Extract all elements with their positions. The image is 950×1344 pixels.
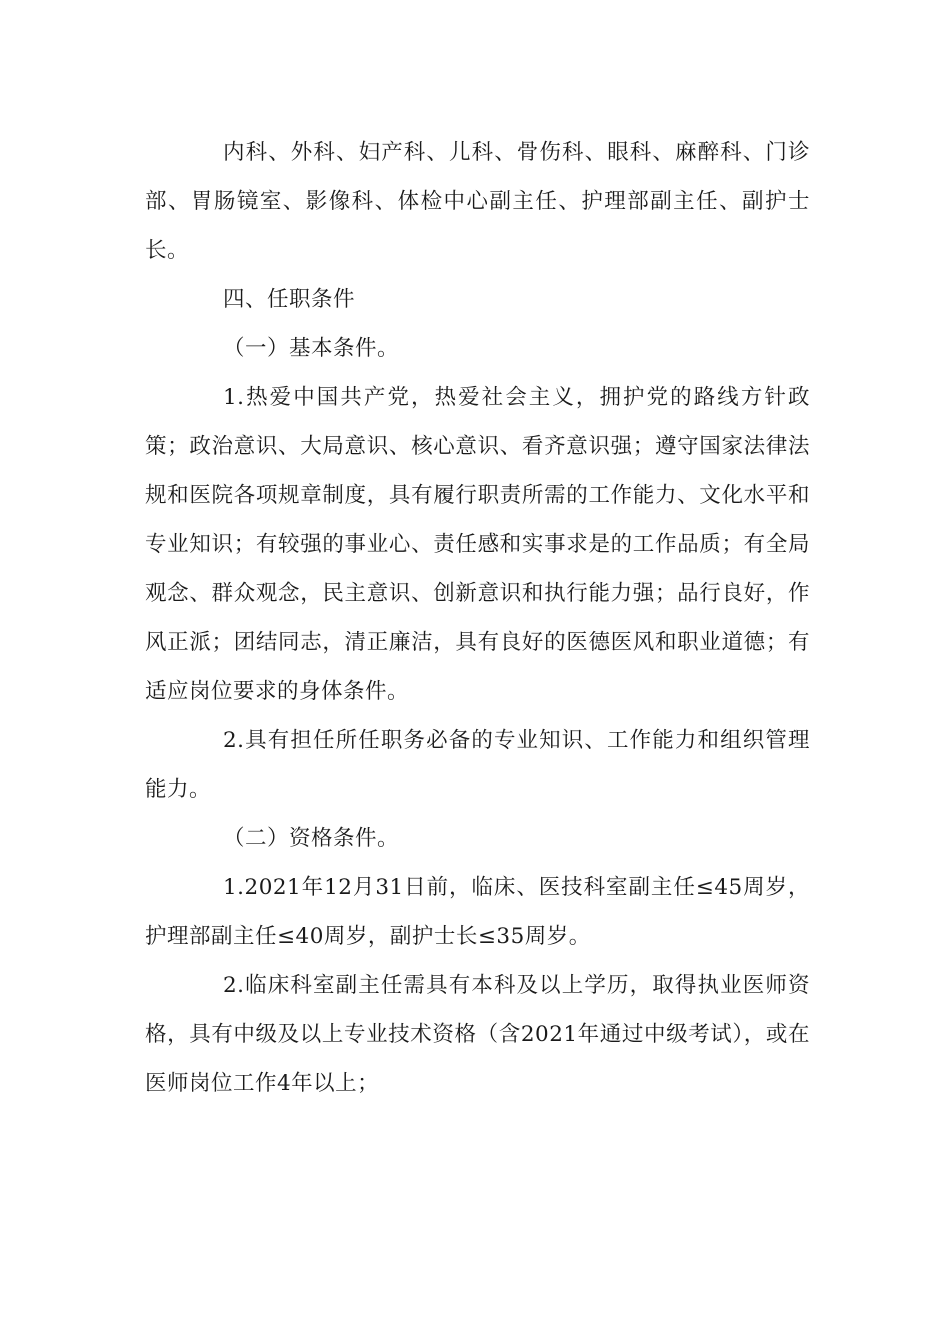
paragraph-eligibility-2: 2.临床科室副主任需具有本科及以上学历，取得执业医师资格，具有中级及以上专业技术资格（含2021年通过中级考试），或在医师岗位工作4年以上； xyxy=(145,973,810,1096)
subheading-basic-conditions: （一）基本条件。 xyxy=(223,336,400,361)
paragraph-basic-condition-1: 1.热爱中国共产党，热爱社会主义，拥护党的路线方针政策；政治意识、大局意识、核心意识、看齐意识强；遵守国家法律法规和医院各项规章制度，具有履行职责所需的工作能力、文化水平和专业知识；有较强的事业心、责任感和实事求是的工作品质；有全局观念、群众观念，民主意识、创新意识和执行能力强；品行良好，作风正派；团结同志，清正廉洁，具有良好的医德医风和职业道德；有适应岗位要求的身体条件。 xyxy=(145,385,810,704)
paragraph-basic-condition-2: 2.具有担任所任职务必备的专业知识、工作能力和组织管理能力。 xyxy=(145,728,810,802)
paragraph-eligibility-1: 1.2021年12月31日前，临床、医技科室副主任≤45周岁，护理部副主任≤40周岁，副护士长≤35周岁。 xyxy=(145,875,810,949)
paragraph-position-list: 内科、外科、妇产科、儿科、骨伤科、眼科、麻醉科、门诊部、胃肠镜室、影像科、体检中心副主任、护理部副主任、副护士长。 xyxy=(145,140,810,263)
section-heading-qualifications: 四、任职条件 xyxy=(223,287,356,312)
subheading-eligibility-conditions: （二）资格条件。 xyxy=(223,826,400,851)
document-body xyxy=(145,128,810,1108)
